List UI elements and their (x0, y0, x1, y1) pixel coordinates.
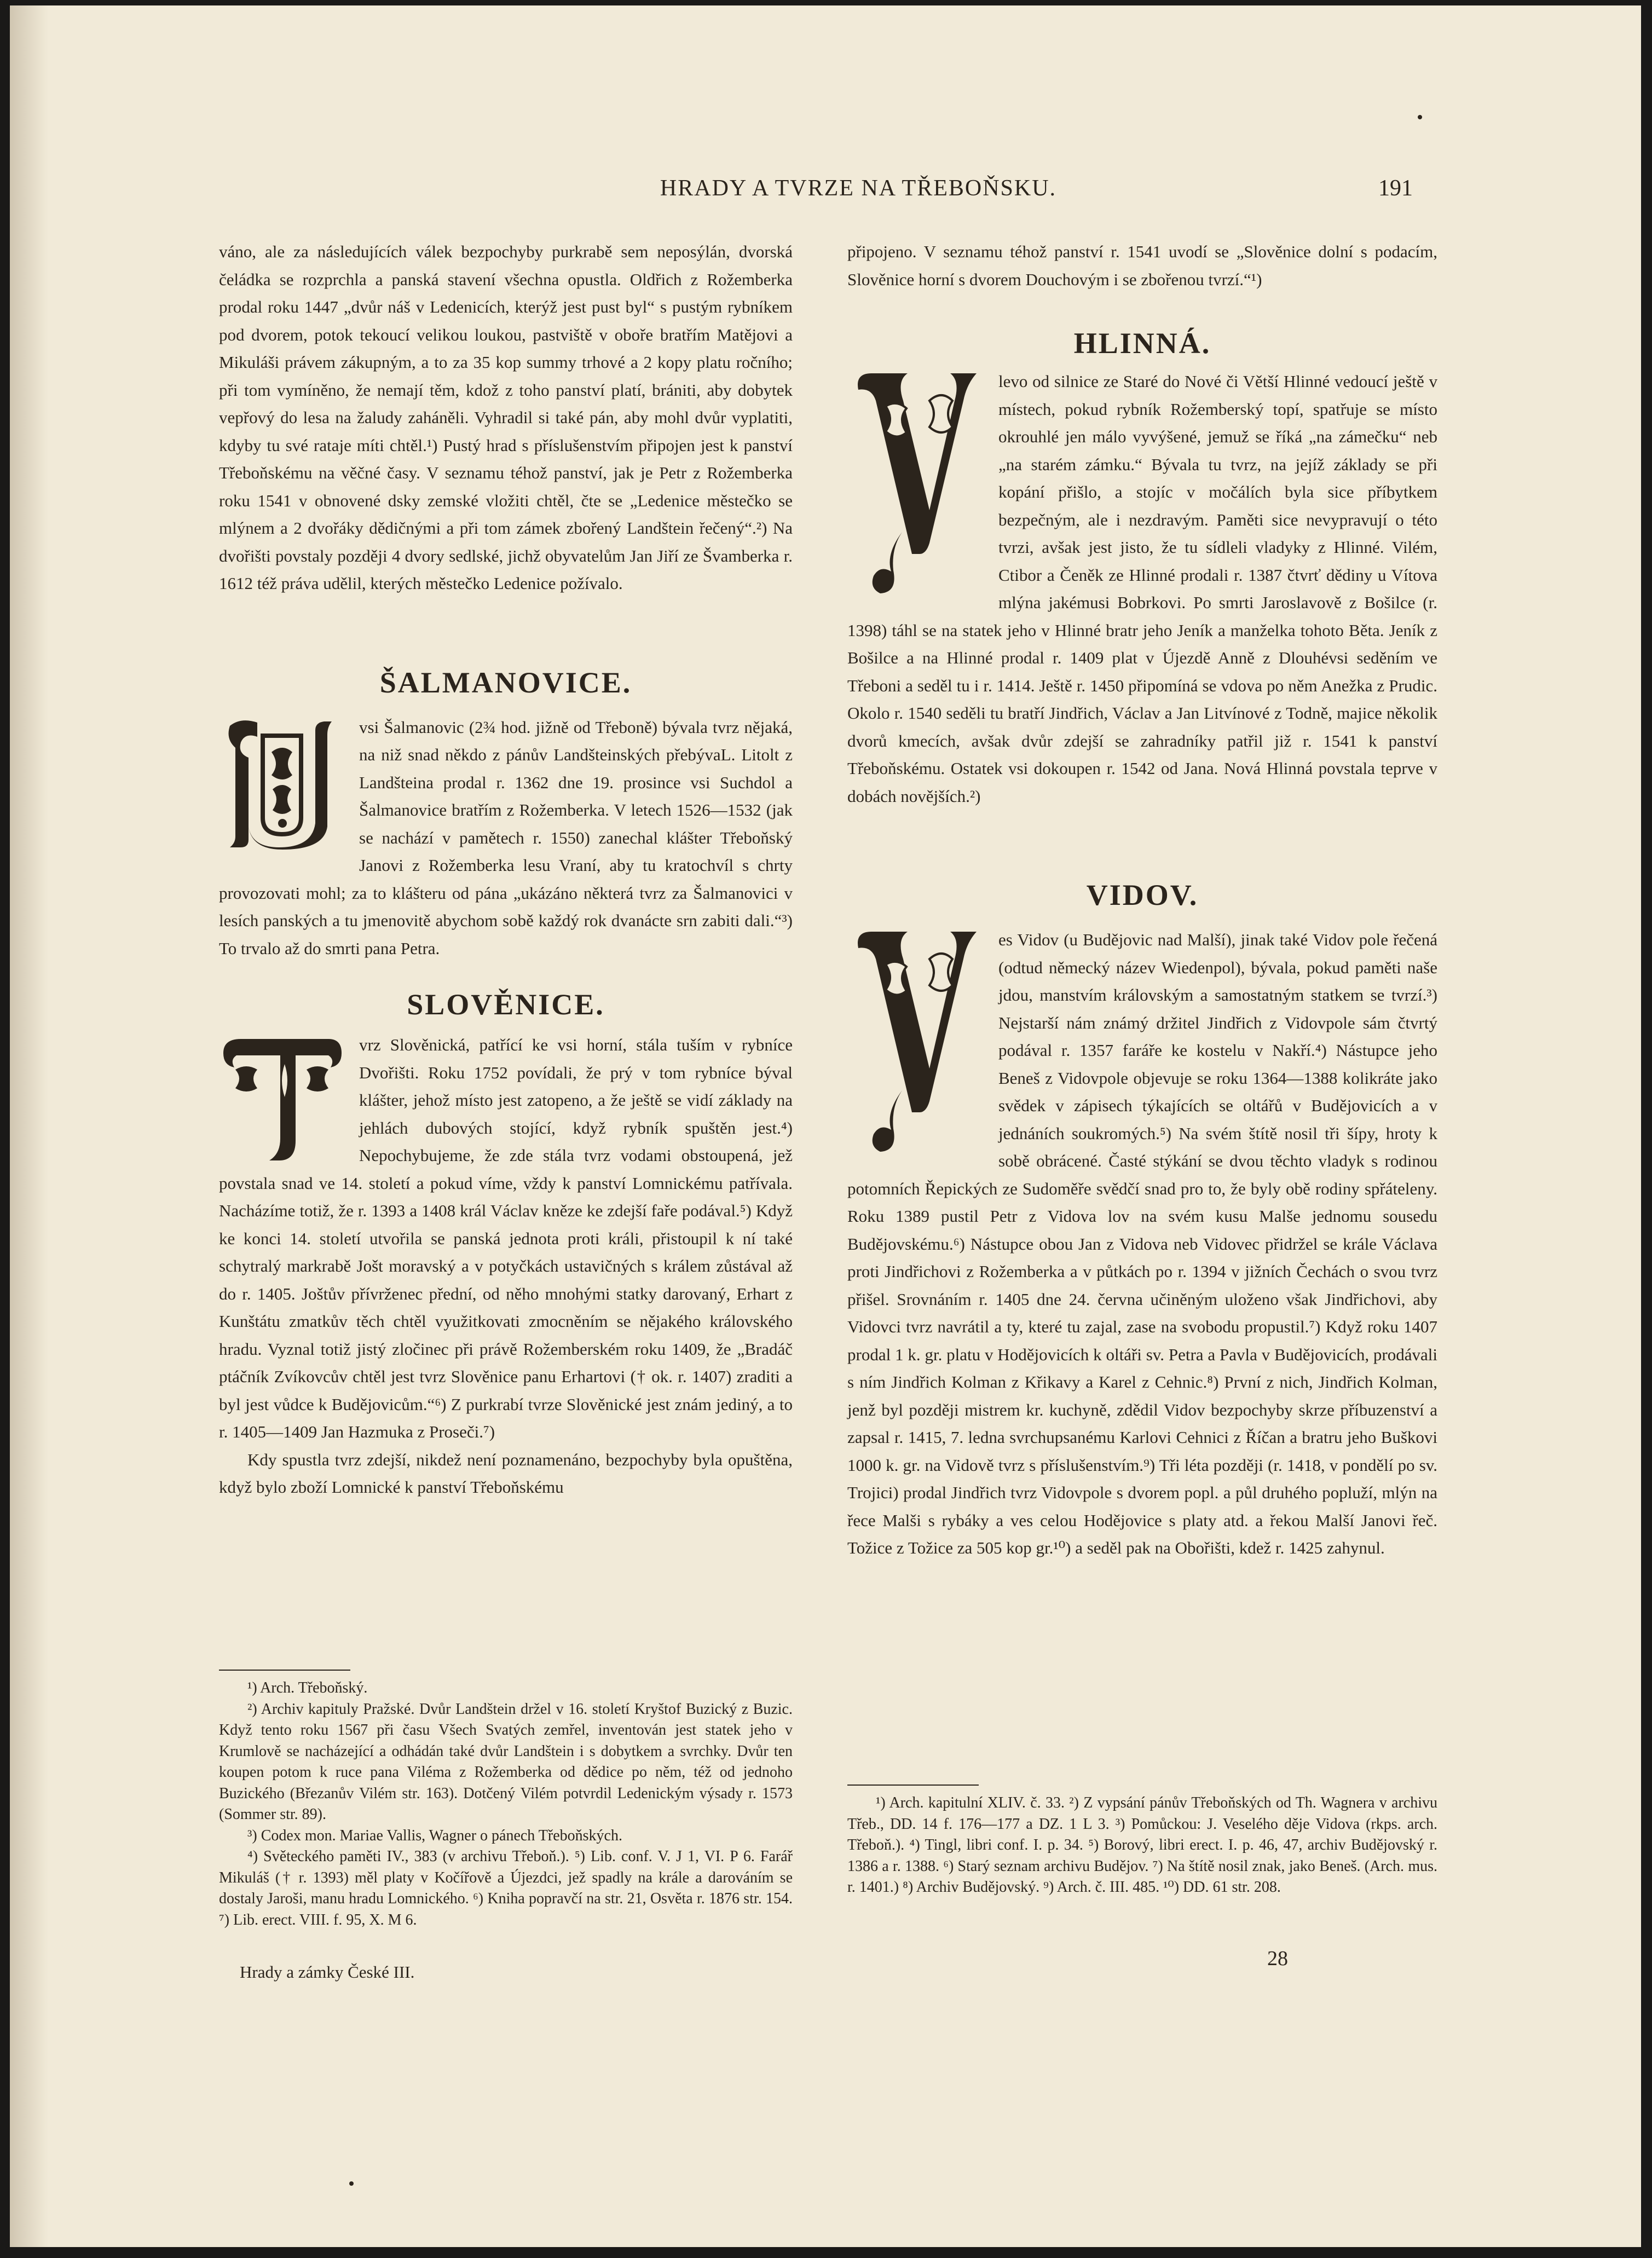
ornamental-initial-v-icon (847, 368, 984, 598)
heading-salmanovice: ŠALMANOVICE. (379, 666, 632, 699)
signature-line: Hrady a zámky České III. (240, 1962, 415, 1982)
right-footnote-rule (847, 1785, 979, 1786)
heading-hlinna: HLINNÁ. (1073, 327, 1211, 360)
right-column (847, 238, 1437, 1562)
left-paragraph-1: váno, ale za následujících válek bezpochyby purkrabě sem neposýlán, dvorská čeládka se rozprchla a panská stavení všechna opustla. Oldřich z Rožemberka prodal roku 1447 „dvůr náš v Ledenicích, kterýž jest pust byl“ s pustým rybníkem pod dvorem, potok tekoucí velikou loukou, pastviště v oboře bratřím Matějovi a Mikuláši právem zákupným, a to za 35 kop summy trhové a 2 kopy platu ročního; při tom vymíněno, že nemají těm, kdož z toho panství platí, brániti, aby dobytek vepřový do lesa na žaludy zaháněli. Vyhradil si také pán, aby mohl dvůr vyplatiti, kdyby tu své rataje míti chtěl.¹) Pustý hrad s příslušenstvím připojen jest k panství Třeboňskému na věčné časy. V seznamu téhož panství, jak je Petr z Rožemberka roku 1541 v obnovené dsky zemské vložiti chtěl, čte se „Ledenice městečko se mlýnem a 2 dvořáky dědičnými a při tom zámek zbořený Landštein řečený“.²) Na dvořišti povstaly později 4 dvory sedlské, jichž obyvatelům Jan Jiří ze Švamberka r. 1612 též práva udělil, kterých městečko Ledenice požívalo. (219, 242, 793, 593)
book-page (10, 5, 1641, 2247)
left-paragraph-salmanovice: vsi Šalmanovic (2¾ hod. jižně od Třeboně) bývala tvrz nějaká, na niž snad někdo z pánův Landšteinských přebývaL. Litolt z Landšteina prodal r. 1362 dne 19. prosince vsi Suchdol a Šalmanovice bratřím z Rožemberka. V letech 1526—1532 (jak se nachází v pamětech r. 1550) zanechal klášter Třeboňský Janovi z Rožemberka lesu Vraní, aby tu kratochvíl s chrty provozovati mohl; za to klášteru od pána „ukázáno některá tvrz za Šalmanovici v lesích panských a tu jmenovitě abychom sobě každý rok dvanácte srn zabiti dali.“³) To trvalo až do smrti pana Petra. (219, 717, 793, 958)
left-paragraph-slovenice-end: Kdy spustla tvrz zdejší, nikdež není poznamenáno, bezpochyby byla opuštěna, když bylo zboží Lomnické k panství Třeboňskému (219, 1449, 793, 1497)
page-number: 191 (1378, 176, 1413, 201)
running-head: HRADY A TVRZE NA TŘEBOŇSKU. (660, 176, 1057, 201)
footnote: ²) Archiv kapituly Pražské. Dvůr Landštein držel v 16. století Kryštof Buzický z Buzic. Když tento roku 1567 při času Všech Svatých zemřel, inventován jest statek jeho v Krumlově se nacházející a odhádán také dvůr Landštein i s dobytkem a svrchky. Dvůr ten koupen potom k ruce pana Viléma z Rožemberka od dědice po něm, též od jednoho Buzického (Březanův Vilém str. 163). Dotčený Vilém potvrdil Ledenickým výsady r. 1573 (Sommer str. 89). (219, 1700, 793, 1823)
footnote: ¹) Arch. kapitulní XLIV. č. 33. ²) Z vypsání pánův Třeboňských od Th. Wagnera v archivu Třeb., DD. 14 f. 176—177 a DZ. 1 L 3. ³) Pomůckou: J. Veselého děje Vidova (rkps. arch. Třeboň.). ⁴) Tingl, libri conf. I. p. 34. ⁵) Borový, libri erect. I. p. 46, 47, archiv Budějovský r. 1386 a r. 1388. ⁶) Starý seznam archivu Budějov. ⁷) Na štítě nosil znak, jako Beneš. (Arch. mus. r. 1401.) ⁸) Archiv Budějovský. ⁹) Arch. č. III. 485. ¹⁰) DD. 61 str. 208. (847, 1794, 1437, 1896)
left-paragraph-slovenice: vrz Slověnická, patřící ke vsi horní, stála tuším v rybníce Dvořišti. Roku 1752 povídali, že prý v tom rybníce býval klášter, jehož místo jest zatopeno, a že ještě se vidí základy na jehlách dubových stojící, když rybník spuštěn jest.⁴) Nepochybujeme, že zde stála tvrz vodami obstoupená, jež povstala snad ve 14. století a pokud víme, vždy k panství Lomnickému patřívala. Nacházíme totiž, že r. 1393 a 1408 král Václav kněze ke zdejší faře podával.⁵) Když ke konci 14. století utvořila se panská jednota proti králi, přistoupil k ní také schytralý markrabě Jošt moravský a v potyčkách ustavičných s králem zůstával až do r. 1405. Joštův přívrženec přední, od něho mnohými statky darovaný, Erhart z Kunštátu zmatkův těch chtěl využitkovati zmocněním se nějakého královského hradu. Vyznal totiž jistý zločinec při právě Rožemberském roku 1409, že „Bradáč ptáčník Zvíkovcův chtěl jest tvrz Slověnice panu Erhartovi († ok. r. 1407) zraditi a byl jest vůdce k Budějovicům.“⁶) Z purkrabí tvrze Slověnické jest znám jediný, a to r. 1405—1409 Jan Hazmuka z Proseči.⁷) (219, 1035, 793, 1441)
ornamental-initial-v-icon (847, 926, 984, 1156)
right-paragraph-vidov: es Vidov (u Budějovic nad Malší), jinak také Vidov pole řečená (odtud německý název Wiedenpol), bývala, pokud paměti naše jdou, manstvím královským a samostatným statkem se tvrzí.³) Nejstarší nám známý držitel Jindřich z Vidovpole sám čtvrtý podával r. 1357 faráře ke kostelu v Nakří.⁴) Nástupce jeho Beneš z Vidovpole objevuje se roku 1364—1388 kolikráte jako svědek v zápisech týkajících se oltářů v Budějovicích a v jednáních soukromých.⁵) Na svém štítě nosil tři šípy, hroty k sobě obrácené. Časté stýkání se dvou těchto vladyk s rodinou potomních Řepických ze Sudoměře svědčí snad pro to, že byly obě rodiny spřáteleny. Roku 1389 pustil Petr z Vidova lov na svém kusu Malše jednomu sousedu Budějovskému.⁶) Nástupce obou Jan z Vidova neb Vidovec přidržel se krále Václava proti Jindřichovi z Rožemberka a v půtkách po r. 1394 v jižních Čechách o svou tvrz přišel. Srovnáním r. 1405 dne 24. června učiněným uloženo však Jindřichovi, aby Vidovci tvrz navrátil a ty, které tu zajal, zase na svobodu propustil.⁷) Když roku 1407 prodal 1 k. gr. platu v Hodějovicích k oltáři sv. Petra a Pavla v Budějovicích, prodávali s ním Jindřich Kolman z Křikavy a Karel z Cehnic.⁸) První z nich, Jindřich Kolman, jenž byl později mistrem kr. kuchyně, zdědil Vidov bezpochyby skrze příbuzenství a zapsal r. 1415, 7. ledna svrchupsanému Karlovi Cehnici z Říčan a bratru jeho Buškovi 1000 k. gr. na Vidově tvrz s příslušenstvím.⁹) Tři léta později (r. 1418, v pondělí po sv. Trojici) prodal Jindřich tvrz Vidovpole s dvorem popl. a půl druhého popluží, mlýn na řece Malši s rybáky a ves celou Hodějovice s platy atd. a řekou Malší Janovi řeč. Tožice z Tožice za 505 kop gr.¹⁰) a seděl pak na Obořišti, kdež r. 1425 zahynul. (847, 930, 1437, 1557)
heading-slovenice: SLOVĚNICE. (407, 988, 605, 1021)
left-footnotes (219, 1678, 793, 1931)
ornamental-initial-u-icon (219, 714, 345, 851)
left-column (219, 238, 793, 1502)
ink-speck (349, 2181, 354, 2186)
sheet-number: 28 (1267, 1947, 1288, 1970)
right-paragraph-1: připojeno. V seznamu téhož panství r. 1541 uvodí se „Slověnice dolní s podacím, Slověnice horní s dvorem Douchovým i se zbořenou tvrzí.“¹) (847, 242, 1437, 289)
footnote: ⁴) Světeckého paměti IV., 383 (v archivu Třeboň.). ⁵) Lib. conf. V. J 1, VI. P 6. Farář Mikuláš († r. 1393) měl platy v Kočířově a Újezdci, jež spadly na krále a darováním se dostaly Jaroši, manu hradu Lomnického. ⁶) Kniha popravčí na str. 21, Osvěta r. 1876 str. 154. ⁷) Lib. erect. VIII. f. 95, X. M 6. (219, 1848, 793, 1928)
right-paragraph-hlinna: levo od silnice ze Staré do Nové či Větší Hlinné vedoucí ještě v místech, pokud rybník Rožemberský topí, spatřuje se místo okrouhlé jen málo vyvýšené, jemuž se říká „na zámečku“ neb „na starém zámku.“ Bývala tu tvrz, na jejíž základy se při kopání přišlo, a stojíc v močálích byla sice příbytkem bezpečným, ale i nezdravým. Paměti sice nevypravují o této tvrzi, avšak jest jisto, že tu sídleli vladyky z Hlinné. Vilém, Ctibor a Čeněk ze Hlinné prodali r. 1387 čtvrť dědiny u Vítova mlýna jakémusi Bobrkovi. Po smrti Jaroslavově z Bošilce (r. 1398) táhl se na statek jeho v Hlinné bratr jeho Jeník a manželka tohoto Běta. Jeník z Bošilce a na Hlinné prodal r. 1409 plat v Újezdě Anně z Dlouhévsi seděním ve Třeboni a seděl tu i r. 1414. Ještě r. 1450 připomíná se vdova po něm Anežka z Prudic. Okolo r. 1540 seděli tu bratří Jindřich, Václav a Jan Litvínové z Todně, majice několik dvorů kmecích, avšak dvůr zdejší se zahradníky patřil již r. 1541 k panství Třeboňskému. Ostatek vsi dokoupen r. 1542 od Jana. Nová Hlinná povstala teprve v dobách novějších.²) (847, 372, 1437, 806)
heading-vidov: VIDOV. (1086, 879, 1199, 911)
ink-speck (1418, 115, 1422, 119)
ornamental-initial-t-icon (219, 1031, 345, 1163)
right-footnotes (847, 1793, 1437, 1898)
footnote: ³) Codex mon. Mariae Vallis, Wagner o pánech Třeboňských. (247, 1827, 622, 1844)
left-footnote-rule (219, 1670, 350, 1671)
footnote: ¹) Arch. Třeboňský. (247, 1679, 368, 1696)
